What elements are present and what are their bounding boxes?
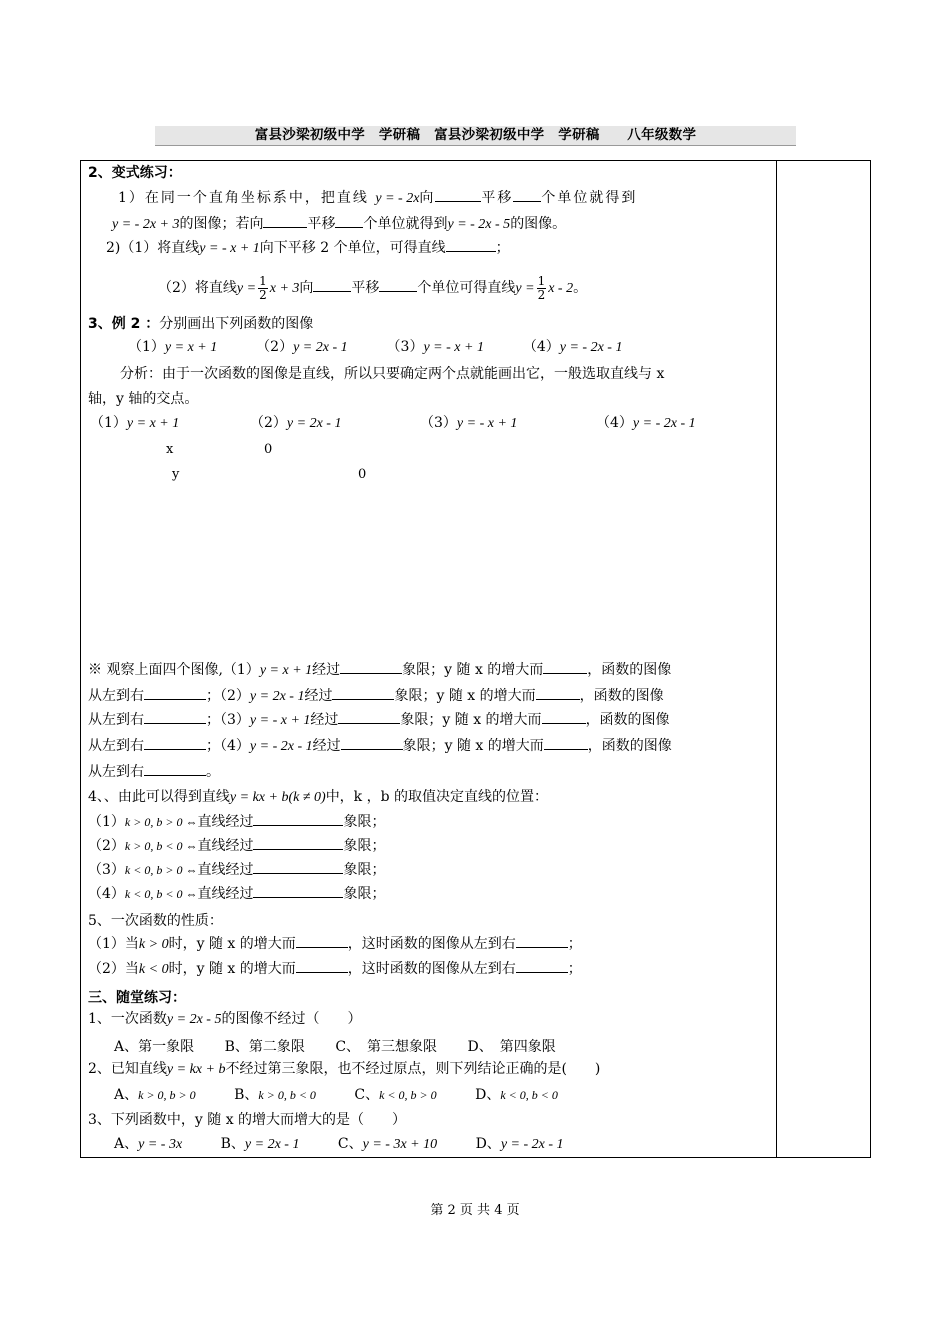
section-3-title: 3、例 2 ：分别画出下列函数的图像 (88, 316, 314, 332)
q1-options: A、第一象限 B、第二象限 C、 第三想象限 D、 第四象限 (114, 1039, 556, 1055)
s4-row-4: （4）k < 0, b < 0 ⇔直线经过 象限； (88, 883, 385, 903)
s3-analysis-2: 轴，y 轴的交点。 (88, 391, 199, 407)
section-2-title: 2、变式练习： (88, 165, 182, 181)
section-5-title: 5、一次函数的性质： (88, 913, 223, 929)
s3-item-4: （4）y = - 2x - 1 (596, 415, 696, 431)
margin-divider (776, 160, 777, 1158)
s5-row-1: （1）当k > 0时，y 随 x 的增大而 ，这时函数的图像从左到右 ； (88, 933, 582, 953)
s3-item-2: （2）y = 2x - 1 (250, 415, 342, 431)
fraction-half: $\frac{1}{2}$ (259, 273, 267, 302)
s3-item-1: （1）y = x + 1 (90, 415, 180, 431)
s4-row-2: （2）k > 0, b < 0 ⇔直线经过 象限； (88, 835, 385, 855)
fraction-half: $\frac{1}{2}$ (537, 273, 546, 302)
s4-row-3: （3）k < 0, b > 0 ⇔直线经过 象限； (88, 859, 385, 879)
table-zero-1: 0 (264, 442, 273, 457)
section-4-title: 4、、由此可以得到直线y = kx + b(k ≠ 0)中，k ，b 的取值决定直线的位置： (88, 789, 549, 805)
q1: 1、一次函数y = 2x - 5的图像不经过（ ） (88, 1011, 362, 1027)
obs-line5: 从左到右 。 (88, 761, 220, 781)
page-header: 富县沙梁初级中学 学研稿 富县沙梁初级中学 学研稿 八年级数学 (155, 126, 796, 146)
s3-analysis-1: 分析：由于一次函数的图像是直线，所以只要确定两个点就能画出它，一般选取直线与 x (120, 366, 665, 382)
table-zero-2: 0 (358, 467, 367, 482)
s5-row-2: （2）当k < 0时，y 随 x 的增大而 ，这时函数的图像从左到右 ； (88, 958, 582, 978)
obs-line3: 从左到右 ；（3）y = - x + 1经过 象限；y 随 x 的增大而 ，函数的图像 (88, 709, 670, 729)
s2-line1: 1）在同一个直角坐标系中，把直线 y = - 2x向 平移 个单位就得到 (118, 187, 637, 207)
practice-title: 三、随堂练习： (88, 990, 186, 1006)
obs-line1: ※ 观察上面四个图像,（1）y = x + 1经过 象限；y 随 x 的增大而 ，函数的图像 (88, 659, 671, 679)
table-y-label: y (172, 467, 180, 482)
q3: 3、下列函数中，y 随 x 的增大而增大的是（ ） (88, 1112, 407, 1128)
q2-options: A、k > 0, b > 0 B、k > 0, b < 0 C、k < 0, b > 0 D、k < 0, b < 0 (114, 1087, 558, 1103)
q2: 2、已知直线y = kx + b不经过第三象限，也不经过原点，则下列结论正确的是( ) (88, 1061, 601, 1077)
s2-line2: y = - 2x + 3的图像；若向 平移 个单位就得到y = - 2x - 5的图像。 (112, 213, 566, 233)
s2-line3: 2)（1）将直线y = - x + 1向下平移 2 个单位，可得直线 ； (106, 237, 510, 257)
page-footer: 第 2 页 共 4 页 (430, 1203, 520, 1218)
s4-row-1: （1）k > 0, b > 0 ⇔直线经过 象限； (88, 811, 385, 831)
s3-items: （1）y = x + 1 （2）y = 2x - 1 （3）y = - x + 1 （4）y = - 2x - 1 (128, 339, 623, 355)
obs-line4: 从左到右 ；（4）y = - 2x - 1经过 象限；y 随 x 的增大而 ，函数的图像 (88, 735, 672, 755)
s2-line4: （2）将直线y = $\frac{1}{2}$ x + 3向 平移 个单位可得直线y = $\frac{1}{2}$ x - 2。 (158, 273, 588, 302)
obs-line2: 从左到右 ；（2）y = 2x - 1经过 象限；y 随 x 的增大而 ，函数的图像 (88, 685, 664, 705)
table-x-label: x (166, 442, 174, 457)
s3-item-3: （3）y = - x + 1 (420, 415, 518, 431)
q3-options: A、y = - 3x B、y = 2x - 1 C、y = - 3x + 10 D、y = - 2x - 1 (114, 1136, 564, 1152)
